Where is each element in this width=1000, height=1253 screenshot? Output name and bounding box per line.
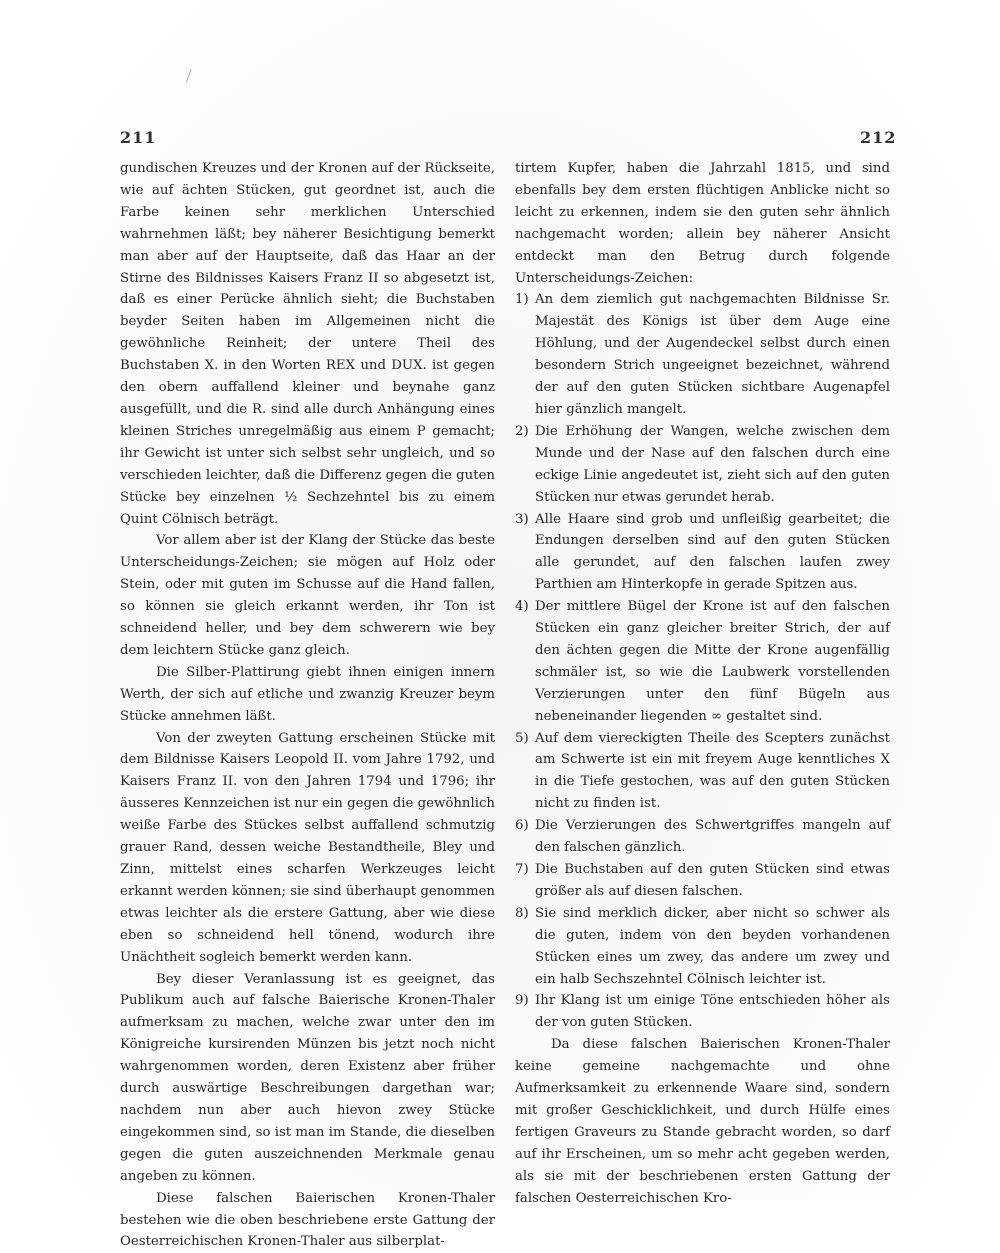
list-item-text: Die Verzierungen des Schwertgriffes mangeln auf den falschen gänzlich. <box>535 818 890 856</box>
list-item <box>515 728 890 816</box>
list-item-number: 3) <box>515 511 529 527</box>
scan-fleck <box>186 69 197 85</box>
list-item-number: 4) <box>515 599 529 615</box>
list-item-number: 5) <box>515 730 529 746</box>
list-item-number: 6) <box>515 818 529 834</box>
right-text-column <box>515 158 890 1210</box>
paragraph-intro: tirtem Kupfer, haben die Jahrzahl 1815, und sind ebenfalls bey dem ersten flüchtigen Anblicke nicht so leicht zu erkennen, indem sie den guten sehr ähnlich nachgemacht worden; allein bey näherer Ansicht entdeckt man den Betrug durch folgende Unterscheidungs-Zeichen: <box>515 161 890 286</box>
list-item <box>515 421 890 509</box>
list-item <box>515 990 890 1034</box>
paragraph: Diese falschen Baierischen Kronen-Thaler bestehen wie die oben beschriebene erste Gattung der Oesterreichischen Kronen-Thaler aus silberplat- <box>120 1190 495 1250</box>
list-item-text: Ihr Klang ist um einige Töne entschieden höher als der von guten Stücken. <box>535 993 890 1031</box>
list-item-text: An dem ziemlich gut nachgemachten Bildnisse Sr. Majestät des Königs ist über dem Auge eine Höhlung, und der Augendeckel selbst durch einen besondern Strich ungeeignet bezeichnet, während der auf den guten Stücken sichtbare Augenapfel hier gänzlich mangelt. <box>535 292 890 417</box>
list-item <box>515 509 890 597</box>
list-item-text: Der mittlere Bügel der Krone ist auf den falschen Stücken ein ganz gleicher breiter Strich, der auf den ächten gegen die Mitte der Krone augenfällig schmäler ist, so wie die Laubwerk vorstellenden Verzierungen unter den fünf Bügeln aus nebeneinander liegenden ∞ gestaltet sind. <box>535 599 890 724</box>
list-item <box>515 903 890 991</box>
list-item-number: 2) <box>515 423 529 439</box>
list-item-text: Alle Haare sind grob und unfleißig gearbeitet; die Endungen derselben sind auf den guten Stücken alle gerundet, auf den falschen laufen zwey Parthien am Hinterkopfe in gerade Spitzen aus. <box>535 511 890 593</box>
right-page-number: 212 <box>860 128 897 147</box>
list-item-text: Auf dem viereckigten Theile des Scepters zunächst am Schwerte ist ein mit freyem Auge kenntliches X in die Tiefe gestochen, was auf den guten Stücken nicht zu finden ist. <box>535 730 890 812</box>
list-item-number: 9) <box>515 993 529 1009</box>
list-item-number: 1) <box>515 292 529 308</box>
left-text-column <box>120 158 495 1253</box>
paragraph-closing: Da diese falschen Baierischen Kronen-Thaler keine gemeine nachgemachte und ohne Aufmerksamkeit zu erkennende Waare sind, sondern mit großer Geschicklichkeit, und durch Hülfe eines fertigen Graveurs zu Stande gebracht worden, so darf auf ihr Erscheinen, um so mehr acht gegeben werden, als sie mit der beschriebenen ersten Gattung der falschen Oesterreichischen Kro- <box>515 1037 890 1206</box>
paragraph: Von der zweyten Gattung erscheinen Stücke mit dem Bildnisse Kaisers Leopold II. vom Jahre 1792, und Kaisers Franz II. von den Jahren 1794 und 1796; ihr äusseres Kennzeichen ist nur ein gegen die gewöhnlich weiße Farbe des Stückes selbst auffallend schmutzig grauer Rand, dessen weiche Bestandtheile, Bley und Zinn, mittelst eines scharfen Werkzeuges leicht erkannt werden können; sie sind überhaupt genommen etwas leichter als die erstere Gattung, aber wie diese eben so schneidend hell tönend, wodurch ihre Unächtheit sogleich bemerkt werden kann. <box>120 730 495 965</box>
list-item-text: Sie sind merklich dicker, aber nicht so schwer als die guten, indem von den beyden vorhandenen Stücken eines um zwey, das andere um zwey und ein halb Sechszehntel Cölnisch leichter ist. <box>535 905 890 987</box>
list-item <box>515 815 890 859</box>
list-item-text: Die Erhöhung der Wangen, welche zwischen dem Munde und der Nase auf den falschen durch eine eckige Linie angedeutet ist, zieht sich auf den guten Stücken nur etwas gerundet herab. <box>535 423 890 505</box>
paragraph: Die Silber-Plattirung giebt ihnen einigen innern Werth, der sich auf etliche und zwanzig Kreuzer beym Stücke annehmen läßt. <box>120 664 495 724</box>
list-item-number: 8) <box>515 905 529 921</box>
list-item-number: 7) <box>515 862 529 877</box>
list-item <box>515 596 890 727</box>
paragraph: Bey dieser Veranlassung ist es geeignet, das Publikum auch auf falsche Baierische Kronen-Thaler aufmerksam zu machen, welche zwar unter den im Königreiche kursirenden Münzen bis jetzt noch nicht wahrgenommen worden, deren Existenz aber früher durch auswärtige Beschreibungen dargethan war; nachdem nun aber auch hievon zwey Stücke eingekommen sind, so ist man im Stande, die dieselben gegen die guten auszeichnenden Merkmale genau angeben zu können. <box>120 971 495 1184</box>
paragraph: gundischen Kreuzes und der Kronen auf der Rückseite, wie auf ächten Stücken, gut geordnet ist, auch die Farbe keinen sehr merklichen Unterschied wahrnehmen läßt; bey näherer Besichtigung bemerkt man aber auf der Hauptseite, daß das Haar an der Stirne des Bildnisses Kaisers Franz II so abgesetzt ist, daß es einer Perücke ähnlich sieht; die Buchstaben beyder Seiten haben im Allgemeinen nicht die gewöhnliche Reinheit; der untere Theil des Buchstaben X. in den Worten REX und DUX. ist gegen den obern auffallend kleiner und beynahe ganz ausgefüllt, und die R. sind alle durch Anhängung eines kleinen Striches unregelmäßig aus einem P gemacht; ihr Gewicht ist unter sich selbst sehr ungleich, und so verschieden leichter, daß die Differenz gegen die guten Stücke bey einzelnen ½ Sechzehntel bis zu einem Quint Cölnisch beträgt. <box>120 161 495 527</box>
list-item <box>515 859 890 903</box>
paragraph: Vor allem aber ist der Klang der Stücke das beste Unterscheidungs-Zeichen; sie mögen auf Holz oder Stein, oder mit guten im Schusse auf die Hand fallen, so können sie gleich erkannt werden, ihr Ton ist schneidend heller, und bey dem schwerern wie bey dem leichtern Stücke ganz gleich. <box>120 533 495 658</box>
list-item <box>515 289 890 420</box>
list-item-text: Die Buchstaben auf den guten Stücken sind etwas größer als auf diesen falschen. <box>535 862 890 899</box>
left-page-number: 211 <box>120 128 157 147</box>
